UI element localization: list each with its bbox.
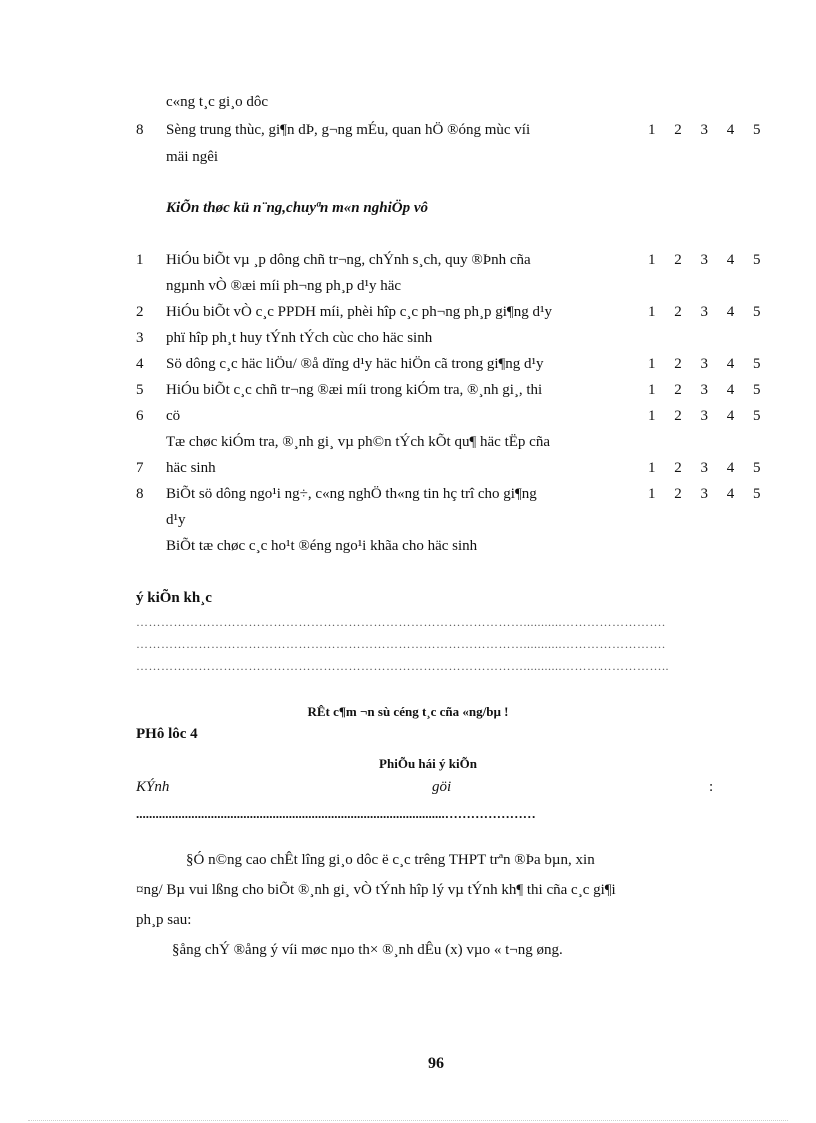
item-text: Tæ chøc kiÓm tra, ®¸nh gi¸ vµ ph©n tÝch kÕt qu¶ häc tËp cña [166, 434, 550, 450]
dotted-line: …………………………………………………………………………………...........…………………….. [136, 659, 669, 673]
item-text: cö [166, 408, 181, 424]
item-number: 4 [136, 356, 144, 372]
item-text: BiÕt tæ chøc c¸c ho¹t ®éng ngo¹i khãa cho häc sinh [166, 538, 478, 554]
page-number: 96 [428, 1055, 444, 1072]
item-text: Sö dông c¸c häc liÖu/ ®å dïng d¹y häc hiÖn cã trong gi¶ng d¹y [166, 356, 544, 372]
addressee-dotline: ...............................................................................................………………… [136, 806, 536, 821]
instruction-paragraph: §ång chÝ ®ång ý víi møc nµo th× ®¸nh dÊu (x) vµo « t¬ng øng. [172, 942, 563, 958]
item-text: Sèng trung thùc, gi¶n dÞ, g¬ng mÉu, quan hÖ ®óng mùc víi [166, 122, 531, 138]
intro-paragraph: ¤ng/ Bµ vui lßng cho biÕt ®¸nh gi¸ vÒ tÝnh hîp lý vµ tÝnh kh¶ thi cña c¸c gi¶i [136, 882, 616, 898]
item-number: 7 [136, 460, 144, 476]
rating-scale: 1 2 3 4 5 [648, 382, 761, 398]
rating-scale: 1 2 3 4 5 [648, 304, 761, 320]
item-number: 8 [136, 122, 144, 138]
item-text: mäi ngêi [166, 149, 219, 165]
carry-line: c«ng t¸c gi¸o dôc [166, 94, 269, 110]
appendix-label: PHô lôc 4 [136, 726, 198, 742]
dotted-line: …………………………………………………………………………………...........……………………. [136, 615, 666, 629]
rating-scale: 1 2 3 4 5 [648, 252, 761, 268]
other-opinion-heading: ý kiÕn kh¸c [136, 590, 212, 606]
item-number: 8 [136, 486, 144, 502]
rating-scale: 1 2 3 4 5 [648, 122, 761, 138]
item-text: ngµnh vÒ ®æi míi ph¬ng ph¸p d¹y häc [166, 278, 402, 294]
rating-scale: 1 2 3 4 5 [648, 408, 761, 424]
rating-scale: 1 2 3 4 5 [648, 460, 761, 476]
section-heading: KiÕn thøc kü n¨ng,chuyªn m«n nghiÖp vô [166, 200, 428, 216]
item-number: 6 [136, 408, 144, 424]
item-text: HiÓu biÕt vÒ c¸c PPDH míi, phèi hîp c¸c ph¬ng ph¸p gi¶ng d¹y [166, 304, 552, 320]
rating-scale: 1 2 3 4 5 [648, 486, 761, 502]
item-text: d¹y [166, 512, 186, 528]
intro-paragraph: §Ó n©ng cao chÊt lîng gi¸o dôc ë c¸c trêng THPT trªn ®Þa bµn, xin [186, 852, 595, 868]
dotted-line: …………………………………………………………………………………...........……………………. [136, 637, 666, 651]
item-text: phï hîp ph¸t huy tÝnh tÝch cùc cho häc sinh [166, 330, 433, 346]
item-text: häc sinh [166, 460, 216, 476]
item-text: BiÕt sö dông ngo¹i ng÷, c«ng nghÖ th«ng tin hç trî cho gi¶ng [166, 486, 537, 502]
greeting-colon: : [709, 779, 714, 795]
rating-scale: 1 2 3 4 5 [648, 356, 761, 372]
item-number: 1 [136, 252, 144, 268]
item-text: HiÓu biÕt c¸c chñ tr¬ng ®æi míi trong kiÓm tra, ®¸nh gi¸, thi [166, 382, 543, 398]
item-number: 3 [136, 330, 144, 346]
page-bottom-rule [28, 1120, 788, 1121]
form-title: PhiÕu hái ý kiÕn [379, 756, 477, 771]
thanks-line: RÊt c¶m ¬n sù céng t¸c cña «ng/bµ ! [307, 704, 509, 719]
greeting-left: KÝnh [136, 779, 170, 795]
item-number: 5 [136, 382, 144, 398]
greeting-mid: göi [432, 779, 452, 795]
item-text: HiÓu biÕt vµ ¸p dông chñ tr¬ng, chÝnh s¸ch, quy ®Þnh cña [166, 252, 531, 268]
intro-paragraph: ph¸p sau: [136, 912, 192, 928]
item-number: 2 [136, 304, 144, 320]
